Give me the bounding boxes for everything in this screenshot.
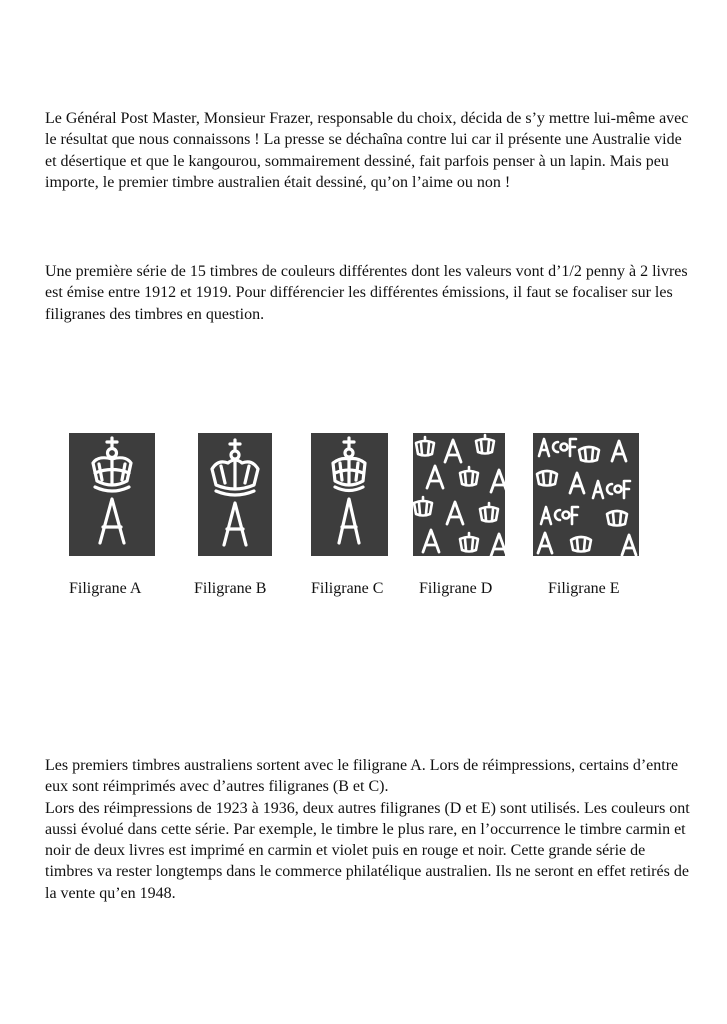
watermark-b-image [198,433,272,556]
caption-filigrane-b: Filigrane B [194,580,267,597]
watermark-e-image [533,433,639,556]
multiple-crown-a-watermark-icon [413,433,505,556]
watermark-d-image [413,433,505,556]
crown-a-watermark-icon [311,433,388,556]
paragraph-premiers-timbres [45,755,695,904]
watermark-a-image [69,433,155,556]
caption-filigrane-c: Filigrane C [311,580,384,597]
crown-a-watermark-icon [198,433,272,556]
multiple-crown-a-cofa-watermark-icon [533,433,639,556]
crown-a-watermark-icon [69,433,155,556]
watermark-c-image [311,433,388,556]
caption-filigrane-d: Filigrane D [419,580,493,597]
paragraph-premiere-serie: Une première série de 15 timbres de couleurs différentes dont les valeurs vont d’1/2 penny à 2 livres est émise entre 1912 et 1919. Pour différencier les différentes émissions, il faut se focaliser sur les filigranes des timbres en question. [45,263,688,323]
paragraph-line-reimpressions: Lors des réimpressions de 1923 à 1936, deux autres filigranes (D et E) sont utilisés. Les couleurs ont aussi évolué dans cette série. Par exemple, le timbre le plus rare, en l’occurrence le timbre carmin et noir de deux livres est imprimé en carmin et violet puis en rouge et noir. Cette grande série de timbres va rester longtemps dans le commerce philatélique australien. Ils ne seront en effet retirés de la vente qu’en 1948. [45,799,690,902]
caption-filigrane-a: Filigrane A [69,580,142,597]
paragraph-line-filigrane-a: Les premiers timbres australiens sortent avec le filigrane A. Lors de réimpressions, certains d’entre eux sont réimprimés avec d’autres filigranes (B et C). [45,757,679,796]
caption-filigrane-e: Filigrane E [548,580,620,597]
paragraph-general-post-master: Le Général Post Master, Monsieur Frazer, responsable du choix, décida de s’y mettre lui-même avec le résultat que nous connaissons ! La presse se déchaîna contre lui car il présente une Australie vide et désertique et que le kangourou, sommairement dessiné, fait parfois penser à un lapin. Mais peu importe, le premier timbre australien était dessiné, qu’on l’aime ou non ! [45,110,689,191]
